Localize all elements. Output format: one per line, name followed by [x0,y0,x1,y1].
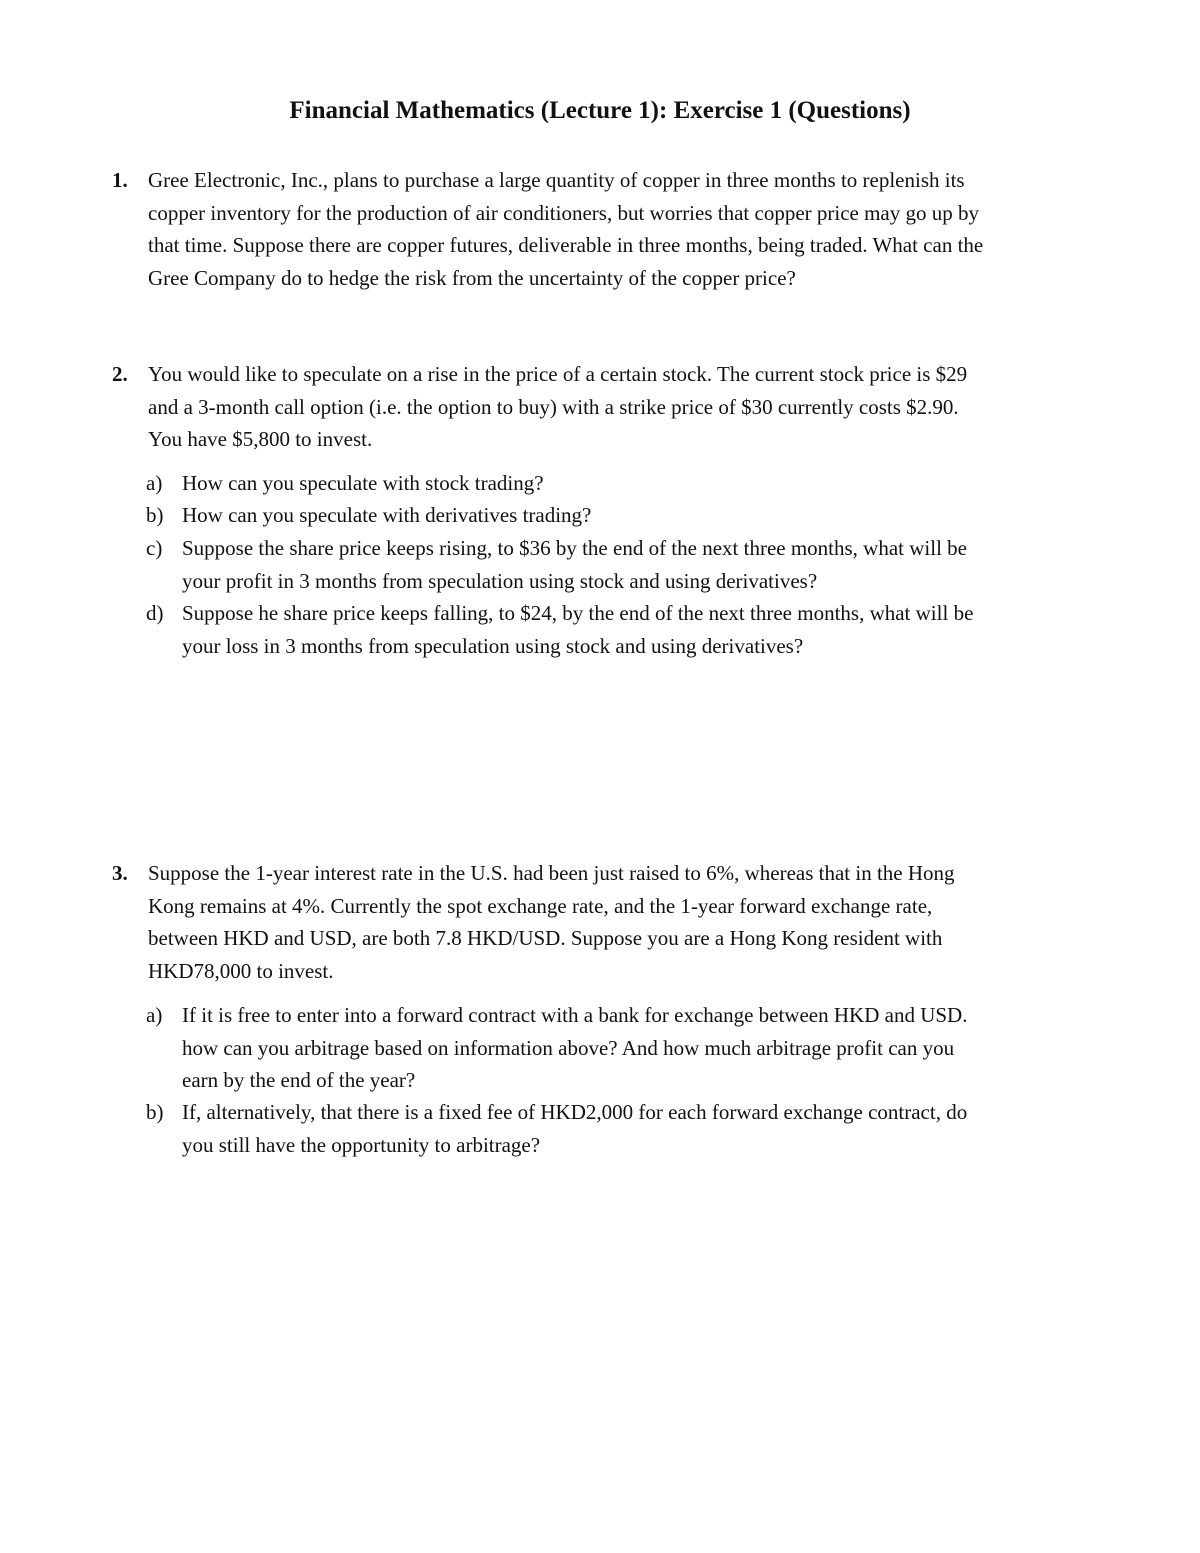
text-line: earn by the end of the year? [182,1068,416,1092]
question-text [148,358,1098,456]
text-line: If it is free to enter into a forward contract with a bank for exchange between HKD and USD. [182,1003,968,1027]
text-line: Suppose he share price keeps falling, to $24, by the end of the next three months, what will be [182,601,974,625]
text-line: Suppose the 1-year interest rate in the U.S. had been just raised to 6%, whereas that in the Hong [148,861,955,885]
text-line: and a 3-month call option (i.e. the option to buy) with a strike price of $30 currently costs $2.90. [148,394,959,419]
part-text [182,532,1092,597]
part-letter: d) [146,601,164,625]
question-number: 3. [112,861,128,885]
text-line: your loss in 3 months from speculation using stock and using derivatives? [182,633,804,658]
text-line: Gree Company do to hedge the risk from the uncertainty of the copper price? [148,265,796,290]
text-line: that time. Suppose there are copper futures, deliverable in three months, being traded. What can the [148,233,984,257]
text-line: How can you speculate with stock trading? [182,471,544,495]
text-line: copper inventory for the production of air conditioners, but worries that copper price may go up by [148,200,980,225]
part-letter: a) [146,1003,163,1027]
text-line: between HKD and USD, are both 7.8 HKD/USD. Suppose you are a Hong Kong resident with [148,926,943,950]
part-letter: a) [146,471,163,495]
part-letter: c) [146,536,163,560]
part-text [182,999,1092,1097]
text-line: your profit in 3 months from speculation using stock and using derivatives? [182,568,818,593]
text-line: you still have the opportunity to arbitrage? [182,1132,541,1157]
text-line: You would like to speculate on a rise in the price of a certain stock. The current stock price is $29 [148,362,968,386]
text-line: how can you arbitrage based on information above? And how much arbitrage profit can you [182,1035,955,1060]
part-letter: b) [146,503,164,527]
part-text [182,597,1092,662]
text-line: How can you speculate with derivatives trading? [182,503,592,527]
question-number: 1. [112,168,128,192]
question-text [148,164,1098,294]
text-line: HKD78,000 to invest. [148,958,334,983]
part-letter: b) [146,1100,164,1124]
text-line: You have $5,800 to invest. [148,427,373,451]
document-title: Financial Mathematics (Lecture 1): Exercise 1 (Questions) [289,97,911,124]
question-text [148,857,1098,987]
text-line: If, alternatively, that there is a fixed fee of HKD2,000 for each forward exchange contract, do [182,1100,968,1124]
part-text [182,499,1092,532]
part-text [182,1096,1092,1161]
question-number: 2. [112,362,128,386]
part-text [182,467,1092,500]
text-line: Suppose the share price keeps rising, to $36 by the end of the next three months, what will be [182,536,967,560]
text-line: Kong remains at 4%. Currently the spot exchange rate, and the 1-year forward exchange rate, [148,893,933,918]
text-line: Gree Electronic, Inc., plans to purchase a large quantity of copper in three months to replenish its [148,168,965,192]
